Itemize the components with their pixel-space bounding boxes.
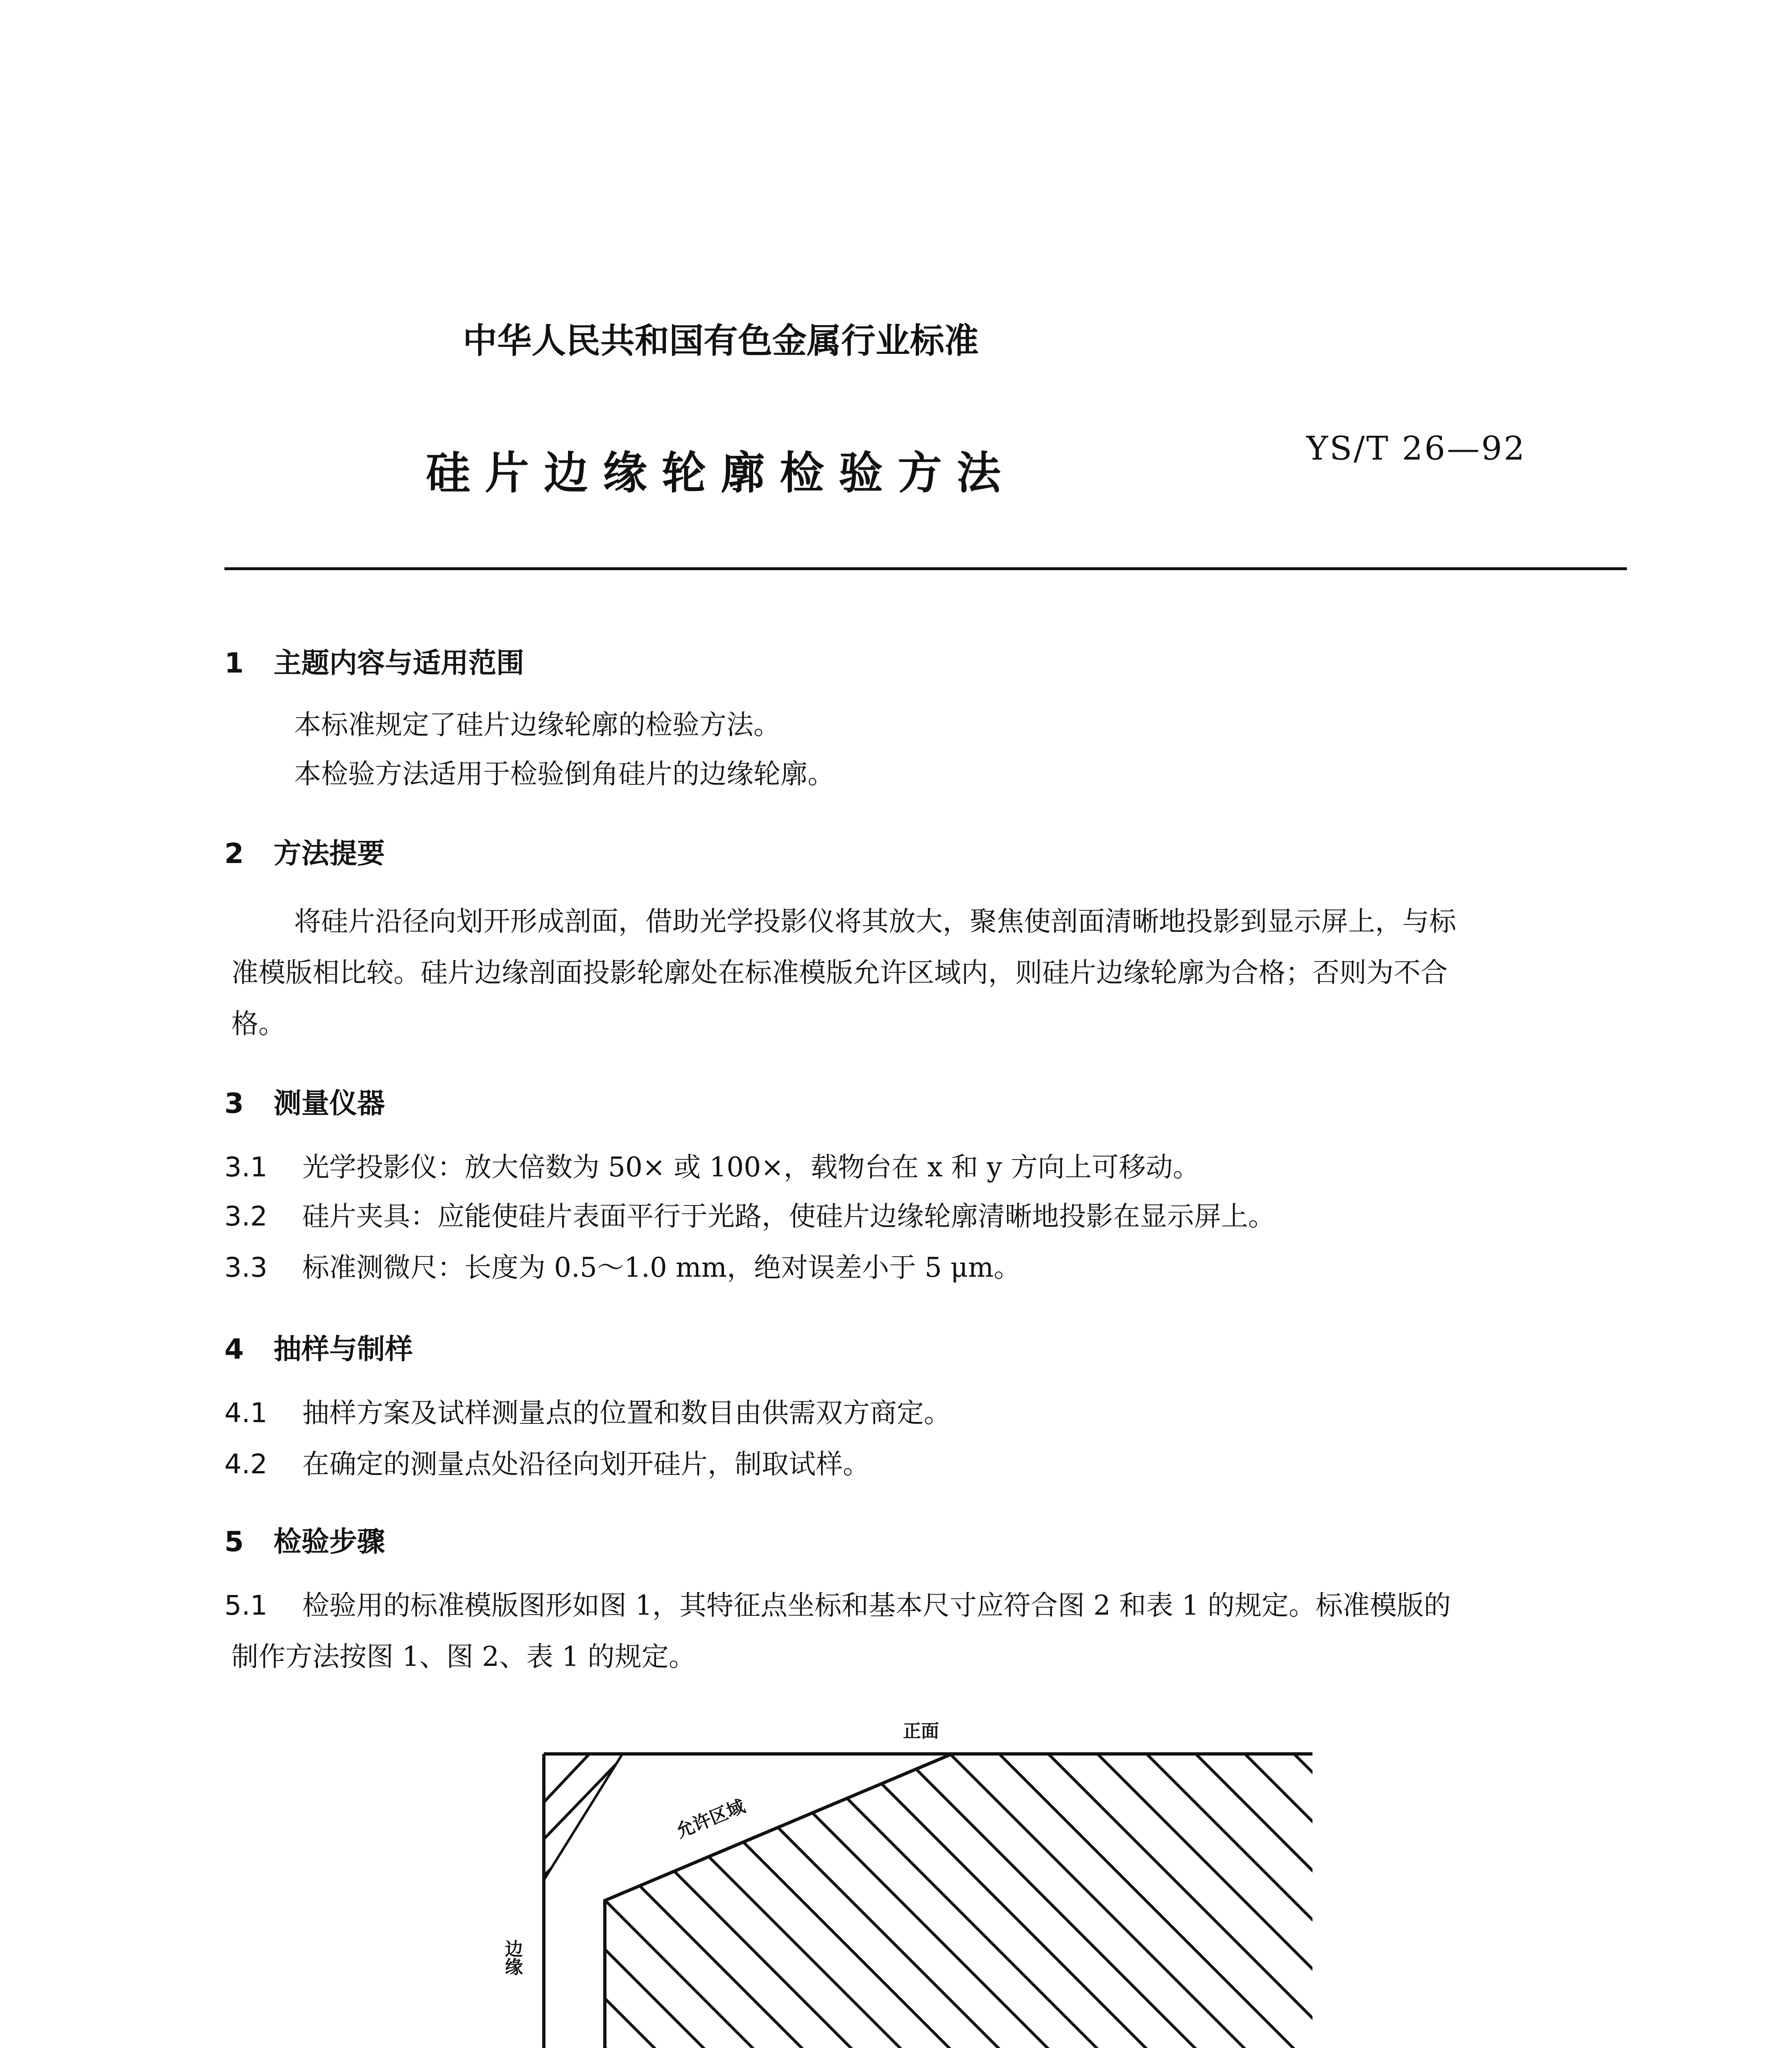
section-number: 3	[224, 1087, 244, 1120]
hatch-line	[532, 1754, 586, 2048]
hatch-line	[606, 1754, 1028, 2048]
hatch-line	[1147, 1754, 1319, 2048]
top-corner-boundary	[544, 1754, 622, 1880]
hatch-line	[704, 1754, 1126, 2048]
section-number: 2	[224, 838, 244, 870]
hatch-line	[532, 1754, 782, 2048]
section-2-line-1: 将硅片沿径向划开形成剖面，借助光学投影仪将其放大，聚焦使剖面清晰地投影到显示屏上，与标	[294, 906, 1456, 937]
hatch-line	[852, 1754, 1274, 2048]
section-1-paragraph-2: 本检验方法适用于检验倒角硅片的边缘轮廓。	[294, 758, 835, 790]
item-number: 5.1	[224, 1590, 267, 1621]
item-4-2	[224, 1438, 870, 1491]
hatch-line	[753, 1754, 1175, 2048]
section-number: 5	[224, 1526, 244, 1558]
section-2-line-3: 格。	[231, 1008, 285, 1040]
section-2-heading	[224, 831, 385, 871]
section-1-heading	[224, 641, 524, 681]
section-3-heading	[224, 1081, 385, 1121]
section-heading-text: 抽样与制样	[274, 1333, 413, 1366]
section-number: 1	[224, 647, 244, 680]
hatch-line	[655, 1754, 1077, 2048]
hatch-line	[557, 1754, 979, 2048]
item-4-1	[224, 1386, 951, 1440]
figure-left-label: 边缘	[502, 1939, 523, 1976]
section-2-line-2: 准模版相比较。硅片边缘剖面投影轮廓处在标准模版允许区域内，则硅片边缘轮廓为合格；否则为不合	[231, 957, 1448, 988]
item-text: 光学投影仪：放大倍数为 50× 或 100×，载物台在 x 和 y 方向上可移动。	[302, 1151, 1200, 1183]
hatch-line	[532, 1754, 831, 2048]
hatch-line	[1097, 1754, 1319, 2048]
item-text: 标准测微尺：长度为 0.5～1.0 mm，绝对误差小于 5 μm。	[302, 1252, 1021, 1283]
item-text: 硅片夹具：应能使硅片表面平行于光路，使硅片边缘轮廓清晰地投影在显示屏上。	[302, 1201, 1275, 1232]
section-heading-text: 检验步骤	[274, 1526, 385, 1558]
standard-code: YS/T 26—92	[1306, 429, 1526, 467]
item-number: 3.1	[224, 1151, 267, 1183]
item-3-1	[224, 1141, 1200, 1194]
top-corner-hatching	[544, 1745, 708, 1913]
item-number: 3.2	[224, 1201, 267, 1232]
header-divider	[224, 567, 1627, 570]
item-number: 4.1	[224, 1397, 267, 1429]
hatch-line	[544, 1745, 672, 1876]
hatch-line	[1245, 1754, 1319, 2048]
section-1-paragraph-1: 本标准规定了硅片边缘轮廓的检验方法。	[294, 709, 781, 741]
item-3-2	[224, 1190, 1275, 1243]
figure-zone-label: 允许区域	[673, 1796, 748, 1842]
hatch-line	[544, 1745, 708, 1913]
standard-category-title: 中华人民共和国有色金属行业标准	[462, 321, 979, 361]
hatch-line	[901, 1754, 1319, 2048]
item-5-1-line-1	[224, 1579, 1451, 1632]
section-5-heading	[224, 1520, 385, 1559]
section-heading-text: 主题内容与适用范围	[274, 647, 525, 680]
main-hatching	[532, 1754, 1319, 2048]
hatch-line	[532, 1754, 930, 2048]
item-text: 抽样方案及试样测量点的位置和数目由供需双方商定。	[302, 1397, 951, 1429]
hatch-line	[544, 1745, 635, 1839]
item-number: 4.2	[224, 1448, 267, 1480]
section-number: 4	[224, 1333, 244, 1366]
template-diagram	[532, 1745, 1319, 2048]
section-heading-text: 方法提要	[274, 838, 385, 870]
section-heading-text: 测量仪器	[274, 1087, 385, 1120]
item-number: 3.3	[224, 1252, 267, 1283]
item-3-3	[224, 1241, 1020, 1294]
figure-top-label: 正面	[903, 1721, 939, 1742]
item-5-1-line-2: 制作方法按图 1、图 2、表 1 的规定。	[231, 1641, 696, 1672]
item-text: 在确定的测量点处沿径向划开硅片，制取试样。	[302, 1448, 870, 1480]
hatch-line	[1048, 1754, 1319, 2048]
document-title: 硅片边缘轮廓检验方法	[425, 448, 1016, 499]
item-text: 检验用的标准模版图形如图 1，其特征点坐标和基本尺寸应符合图 2 和表 1 的规定。标准模版的	[302, 1590, 1451, 1621]
hatch-line	[803, 1754, 1224, 2048]
section-4-heading	[224, 1327, 413, 1367]
